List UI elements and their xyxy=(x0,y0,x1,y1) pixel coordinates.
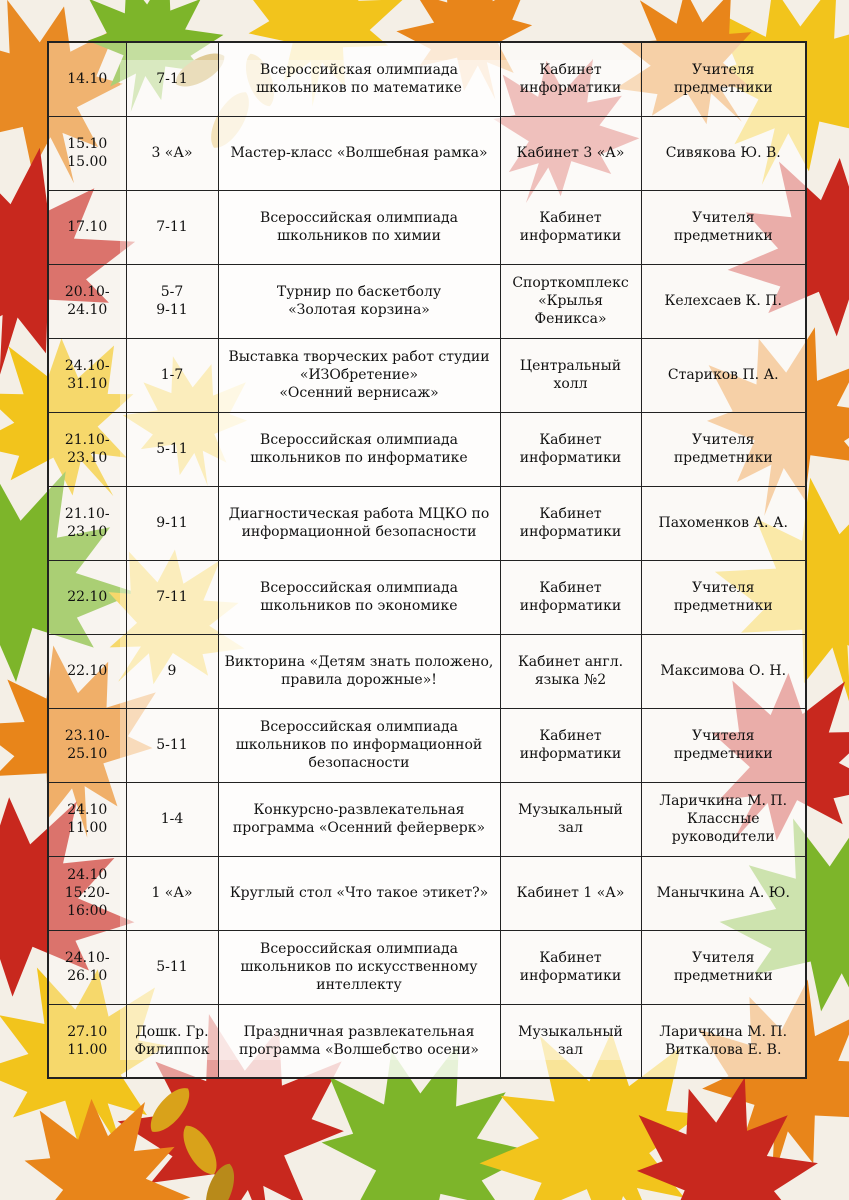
event-cell: Выставка творческих работ студии «ИЗОбретение» «Осенний вернисаж» xyxy=(218,338,500,412)
date-cell: 22.10 xyxy=(48,560,126,634)
place-cell: Кабинет 1 «А» xyxy=(500,856,641,930)
event-cell: Мастер-класс «Волшебная рамка» xyxy=(218,116,500,190)
table-row xyxy=(48,116,806,190)
responsible-cell: Стариков П. А. xyxy=(641,338,806,412)
event-cell: Всероссийская олимпиада школьников по химии xyxy=(218,190,500,264)
responsible-cell: Келехсаев К. П. xyxy=(641,264,806,338)
place-cell: Кабинет 3 «А» xyxy=(500,116,641,190)
responsible-cell: Учителя предметники xyxy=(641,190,806,264)
grades-cell: 7-11 xyxy=(126,42,218,116)
event-cell: Всероссийская олимпиада школьников по математике xyxy=(218,42,500,116)
table-row xyxy=(48,1004,806,1078)
place-cell: Кабинет информатики xyxy=(500,486,641,560)
responsible-cell: Учителя предметники xyxy=(641,708,806,782)
date-cell: 24.10- 26.10 xyxy=(48,930,126,1004)
responsible-cell: Максимова О. Н. xyxy=(641,634,806,708)
event-cell: Праздничная развлекательная программа «Волшебство осени» xyxy=(218,1004,500,1078)
responsible-cell: Ларичкина М. П. Классные руководители xyxy=(641,782,806,856)
place-cell: Кабинет информатики xyxy=(500,930,641,1004)
table-row xyxy=(48,338,806,412)
table-row xyxy=(48,486,806,560)
event-cell: Всероссийская олимпиада школьников по информатике xyxy=(218,412,500,486)
responsible-cell: Манычкина А. Ю. xyxy=(641,856,806,930)
grades-cell: 5-7 9-11 xyxy=(126,264,218,338)
table-row xyxy=(48,560,806,634)
date-cell: 20.10- 24.10 xyxy=(48,264,126,338)
date-cell: 21.10- 23.10 xyxy=(48,412,126,486)
table-row xyxy=(48,856,806,930)
place-cell: Кабинет информатики xyxy=(500,708,641,782)
grades-cell: 9 xyxy=(126,634,218,708)
place-cell: Кабинет информатики xyxy=(500,412,641,486)
table-row xyxy=(48,190,806,264)
grades-cell: 5-11 xyxy=(126,412,218,486)
table-row xyxy=(48,264,806,338)
grades-cell: 1-7 xyxy=(126,338,218,412)
grades-cell: 9-11 xyxy=(126,486,218,560)
events-table-body xyxy=(48,42,806,1078)
responsible-cell: Учителя предметники xyxy=(641,42,806,116)
table-row xyxy=(48,708,806,782)
events-table xyxy=(47,41,807,1079)
table-row xyxy=(48,782,806,856)
event-cell: Диагностическая работа МЦКО по информационной безопасности xyxy=(218,486,500,560)
responsible-cell: Учителя предметники xyxy=(641,412,806,486)
table-row xyxy=(48,42,806,116)
date-cell: 22.10 xyxy=(48,634,126,708)
date-cell: 21.10- 23.10 xyxy=(48,486,126,560)
grades-cell: 7-11 xyxy=(126,560,218,634)
table-row xyxy=(48,412,806,486)
place-cell: Кабинет информатики xyxy=(500,560,641,634)
responsible-cell: Сивякова Ю. В. xyxy=(641,116,806,190)
date-cell: 27.10 11.00 xyxy=(48,1004,126,1078)
place-cell: Кабинет информатики xyxy=(500,42,641,116)
event-cell: Конкурсно-развлекательная программа «Осенний фейерверк» xyxy=(218,782,500,856)
place-cell: Музыкальный зал xyxy=(500,782,641,856)
date-cell: 24.10- 31.10 xyxy=(48,338,126,412)
place-cell: Центральный холл xyxy=(500,338,641,412)
event-cell: Всероссийская олимпиада школьников по искусственному интеллекту xyxy=(218,930,500,1004)
schedule-sheet xyxy=(47,41,805,1079)
event-cell: Викторина «Детям знать положено, правила дорожные»! xyxy=(218,634,500,708)
grades-cell: 5-11 xyxy=(126,930,218,1004)
responsible-cell: Учителя предметники xyxy=(641,560,806,634)
responsible-cell: Учителя предметники xyxy=(641,930,806,1004)
event-cell: Всероссийская олимпиада школьников по экономике xyxy=(218,560,500,634)
grades-cell: 3 «А» xyxy=(126,116,218,190)
date-cell: 24.10 11.00 xyxy=(48,782,126,856)
grades-cell: Дошк. Гр. Филиппок xyxy=(126,1004,218,1078)
table-row xyxy=(48,634,806,708)
event-cell: Всероссийская олимпиада школьников по информационной безопасности xyxy=(218,708,500,782)
grades-cell: 7-11 xyxy=(126,190,218,264)
place-cell: Кабинет англ. языка №2 xyxy=(500,634,641,708)
responsible-cell: Ларичкина М. П. Виткалова Е. В. xyxy=(641,1004,806,1078)
grades-cell: 1-4 xyxy=(126,782,218,856)
place-cell: Спорткомплекс «Крылья Феникса» xyxy=(500,264,641,338)
place-cell: Кабинет информатики xyxy=(500,190,641,264)
date-cell: 14.10 xyxy=(48,42,126,116)
table-row xyxy=(48,930,806,1004)
event-cell: Турнир по баскетболу «Золотая корзина» xyxy=(218,264,500,338)
date-cell: 24.10 15:20- 16:00 xyxy=(48,856,126,930)
date-cell: 23.10- 25.10 xyxy=(48,708,126,782)
date-cell: 15.10 15.00 xyxy=(48,116,126,190)
place-cell: Музыкальный зал xyxy=(500,1004,641,1078)
date-cell: 17.10 xyxy=(48,190,126,264)
grades-cell: 5-11 xyxy=(126,708,218,782)
event-cell: Круглый стол «Что такое этикет?» xyxy=(218,856,500,930)
responsible-cell: Пахоменков А. А. xyxy=(641,486,806,560)
grades-cell: 1 «А» xyxy=(126,856,218,930)
